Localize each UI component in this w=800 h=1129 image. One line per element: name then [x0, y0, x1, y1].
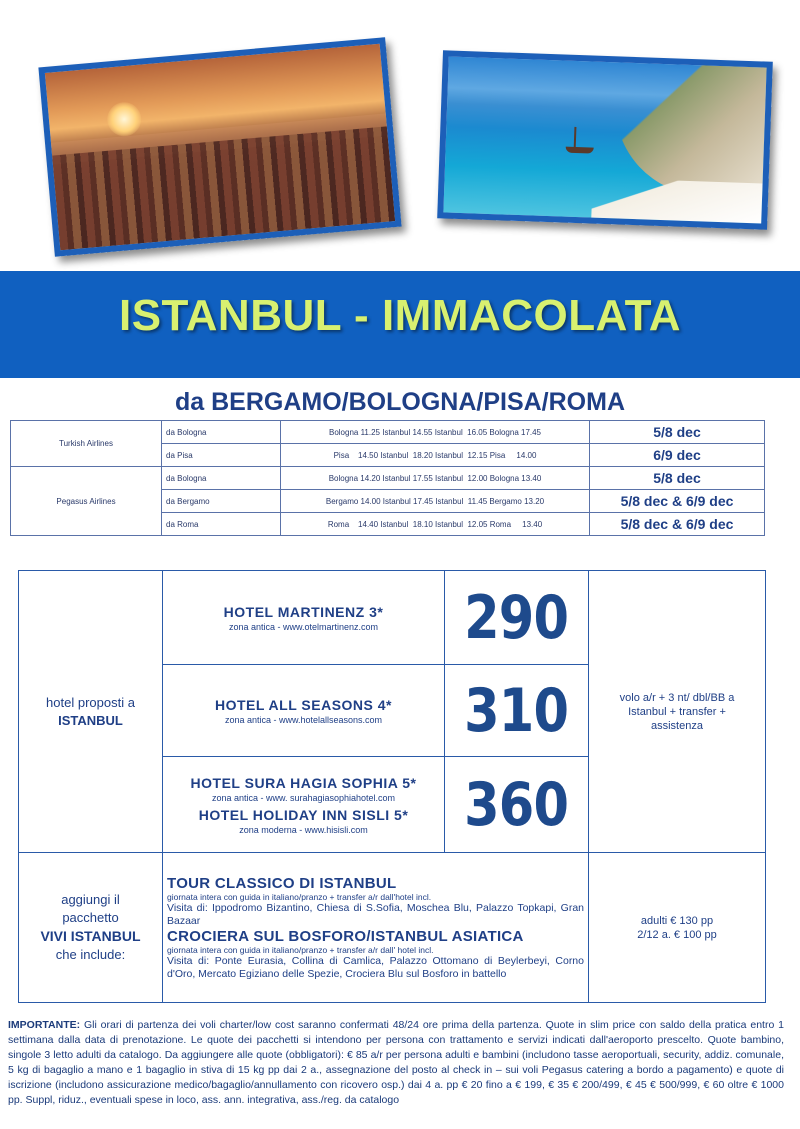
hotel-name: HOTEL ALL SEASONS 4* — [215, 696, 392, 713]
tour-title: TOUR CLASSICO DI ISTANBUL — [167, 874, 397, 892]
flights-table — [10, 420, 765, 536]
flight-origin: da Bologna — [162, 421, 281, 444]
tour-subtitle: giornata intera con guida in italiano/pranzo + transfer a/r dall'hotel incl. — [167, 891, 432, 902]
package-label: aggiungi il — [61, 892, 120, 907]
tours-cell — [163, 853, 589, 1003]
sun-graphic — [106, 101, 143, 138]
package-includes — [589, 571, 766, 853]
boat-mast-graphic — [574, 127, 577, 149]
flight-dates: 6/9 dec — [590, 444, 765, 467]
hotel-info: zona antica - www.otelmartinenz.com — [228, 621, 379, 632]
tour-description: Visita di: Ippodromo Bizantino, Chiesa di S.Sofia, Moschea Blu, Palazzo Topkapi, Gran Bazaar — [167, 901, 584, 927]
important-note — [8, 1018, 784, 1108]
tour-title: CROCIERA SUL BOSFORO/ISTANBUL ASIATICA — [167, 927, 524, 945]
hotels-label-cell — [19, 571, 163, 853]
package-price-adult: adulti € 130 pp — [640, 914, 714, 927]
flight-row — [11, 421, 765, 444]
hotels-city: ISTANBUL — [58, 712, 123, 728]
note-lead: IMPORTANTE: — [8, 1019, 81, 1031]
flight-schedule: Bologna 11.25 Istanbul 14.55 Istanbul 16.05 Bologna 17.45 — [281, 421, 590, 444]
package-price-child: 2/12 a. € 100 pp — [637, 928, 717, 941]
flight-origin: da Bergamo — [162, 490, 281, 513]
boat-graphic — [566, 147, 594, 154]
price-cell — [445, 757, 589, 853]
price-cell — [445, 571, 589, 665]
flight-schedule: Bergamo 14.00 Istanbul 17.45 Istanbul 11.45 Bergamo 13.20 — [281, 490, 590, 513]
tour-description: Visita di: Ponte Eurasia, Collina di Camlica, Palazzo Ottomano di Beylerbeyi, Corno d'Oro, Mercato Egiziano delle Spezie, Crociera Blu sul Bosforo in battello — [167, 954, 584, 980]
hotels-table — [18, 570, 766, 1003]
hotel-price: 290 — [464, 582, 569, 653]
turquoise-coast-photo — [437, 50, 773, 229]
package-label-cell — [19, 853, 163, 1003]
hotels-label: hotel proposti a — [46, 694, 135, 710]
flight-origin: da Bologna — [162, 467, 281, 490]
hotel-info: zona antica - www.hotelallseasons.com — [224, 714, 383, 725]
flight-schedule: Bologna 14.20 Istanbul 17.55 Istanbul 12.00 Bologna 13.40 — [281, 467, 590, 490]
hotel-cell — [163, 757, 445, 853]
airline-name: Pegasus Airlines — [11, 467, 162, 536]
package-label: che include: — [55, 947, 126, 962]
price-cell — [445, 665, 589, 757]
hotel-cell — [163, 665, 445, 757]
hotel-info: zona antica - www. surahagiasophiahotel.com — [211, 792, 396, 803]
page-title: ISTANBUL - IMMACOLATA — [118, 291, 682, 340]
flight-origin: da Pisa — [162, 444, 281, 467]
package-row — [19, 853, 766, 1003]
flight-dates: 5/8 dec — [590, 421, 765, 444]
hotel-price: 360 — [464, 769, 569, 840]
hotel-name: HOTEL SURA HAGIA SOPHIA 5* — [190, 774, 417, 791]
departure-cities-heading: da BERGAMO/BOLOGNA/PISA/ROMA — [174, 388, 625, 416]
flight-origin: da Roma — [162, 513, 281, 536]
includes-text: volo a/r + 3 nt/ dbl/BB a Istanbul + transfer + assistenza — [619, 691, 735, 732]
note-text: Gli orari di partenza dei voli charter/low cost saranno confermati 48/24 ore prima della partenza. Quote in slim price con saldo della pratica entro 1 settimana dalla data di prenotazione. Le quote dei pacchetti si intendono per persona con trattamento e servizi indicati dall'aeroporto prescelto. Quote bambino, singole 3 letto adulti da catalogo. Da aggiungere alle quote (obbligatori): € 85 a/r per persona adulti e bambini (includono tasse aeroportuali, security, addiz. comunale, 5 kg di bagaglio a mano e 1 bagaglio in stiva di 15 kg pp dai 2 a., assegnazione del posto al check in – sui voli Pegasus catering a bordo a pagamento) e quote di iscrizione (includono assicurazione medico/bagaglio/annullamento con ricovero osp.) dai 4 a. pp € 20 fino a € 199, € 35 € 200/499, € 45 € 500/999, € 60 oltre € 1000 pp. Suppl, riduz., eventuali spese in loco, ass. ann. integrativa, ass./reg. da catalogo — [8, 1019, 784, 1106]
beach-graphic — [591, 178, 762, 224]
title-band — [0, 271, 800, 378]
package-price-cell — [589, 853, 766, 1003]
hotel-name: HOTEL HOLIDAY INN SISLI 5* — [198, 806, 409, 823]
flight-schedule: Roma 14.40 Istanbul 18.10 Istanbul 12.05 Roma 13.40 — [281, 513, 590, 536]
hotel-info: zona moderna - www.hisisli.com — [239, 824, 368, 835]
package-label: pacchetto — [62, 910, 119, 925]
tour-subtitle: giornata intera con guida in italiano/pranzo + transfer a/r dall' hotel incl. — [167, 944, 434, 955]
flight-dates: 5/8 dec & 6/9 dec — [590, 490, 765, 513]
hotel-cell — [163, 571, 445, 665]
hotel-row — [19, 571, 766, 665]
flight-schedule: Pisa 14.50 Istanbul 18.20 Istanbul 12.15 Pisa 14.00 — [281, 444, 590, 467]
hotel-price: 310 — [464, 675, 569, 746]
airline-name: Turkish Airlines — [11, 421, 162, 467]
cliff-graphic — [612, 62, 766, 197]
flight-dates: 5/8 dec & 6/9 dec — [590, 513, 765, 536]
hotel-name: HOTEL MARTINENZ 3* — [223, 603, 384, 620]
flight-dates: 5/8 dec — [590, 467, 765, 490]
flight-row — [11, 467, 765, 490]
package-name: VIVI ISTANBUL — [40, 928, 141, 944]
istanbul-sunset-photo — [38, 37, 401, 257]
